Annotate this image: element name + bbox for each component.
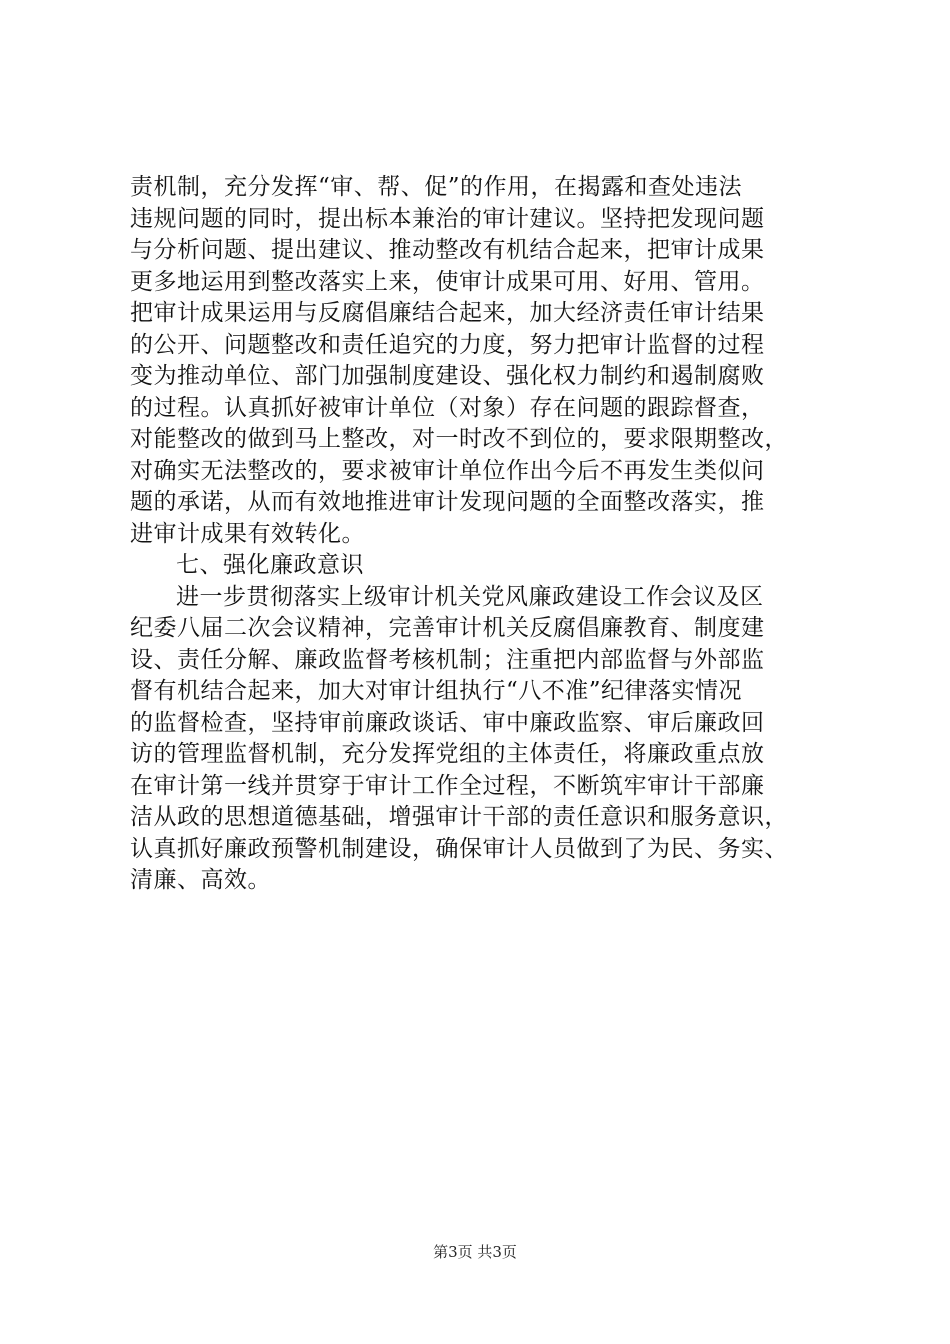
section-heading: 七、强化廉政意识	[176, 552, 364, 578]
paragraph-1-line: 对确实无法整改的，要求被审计单位作出今后不再发生类似问	[130, 457, 765, 484]
paragraph-2-line: 访的管理监督机制，充分发挥党组的主体责任，将廉政重点放	[130, 741, 765, 767]
paragraph-1-line: 与分析问题、提出建议、推动整改有机结合起来，把审计成果	[130, 237, 765, 263]
paragraph-1-line: 的过程。认真抓好被审计单位（对象）存在问题的跟踪督查，	[130, 394, 765, 421]
page-number-footer: 第3页 共3页	[433, 1243, 517, 1261]
paragraph-1-line: 变为推动单位、部门加强制度建设、强化权力制约和遏制腐败	[130, 363, 765, 389]
paragraph-1-line: 把审计成果运用与反腐倡廉结合起来，加大经济责任审计结果	[130, 300, 765, 326]
paragraph-2-line: 纪委八届二次会议精神，完善审计机关反腐倡廉教育、制度建	[130, 615, 765, 641]
paragraph-2-line: 洁从政的思想道德基础，增强审计干部的责任意识和服务意识，	[130, 804, 788, 830]
paragraph-1-line: 题的承诺，从而有效地推进审计发现问题的全面整改落实，推	[130, 489, 765, 515]
paragraph-2-line: 督有机结合起来，加大对审计组执行“八不准”纪律落实情况	[130, 678, 743, 704]
paragraph-1-line: 责机制，充分发挥“审、帮、促”的作用，在揭露和查处违法	[130, 174, 743, 200]
paragraph-2-line: 清廉、高效。	[130, 867, 271, 893]
paragraph-2-line: 的监督检查，坚持审前廉政谈话、审中廉政监察、审后廉政回	[130, 709, 765, 736]
paragraph-1-line: 的公开、问题整改和责任追究的力度，努力把审计监督的过程	[130, 331, 765, 358]
paragraph-2-line: 在审计第一线并贯穿于审计工作全过程，不断筑牢审计干部廉	[130, 772, 765, 799]
paragraph-2-line: 认真抓好廉政预警机制建设，确保审计人员做到了为民、务实、	[130, 835, 788, 862]
paragraph-1-line: 进审计成果有效转化。	[130, 520, 365, 547]
paragraph-2-line: 进一步贯彻落实上级审计机关党风廉政建设工作会议及区	[176, 583, 764, 610]
paragraph-2-line: 设、责任分解、廉政监督考核机制；注重把内部监督与外部监	[130, 646, 765, 673]
paragraph-1-line: 违规问题的同时，提出标本兼治的审计建议。坚持把发现问题	[130, 205, 765, 232]
paragraph-1-line: 对能整改的做到马上整改，对一时改不到位的，要求限期整改，	[130, 426, 788, 452]
paragraph-1-line: 更多地运用到整改落实上来，使审计成果可用、好用、管用。	[130, 268, 765, 295]
document-body	[130, 172, 850, 897]
